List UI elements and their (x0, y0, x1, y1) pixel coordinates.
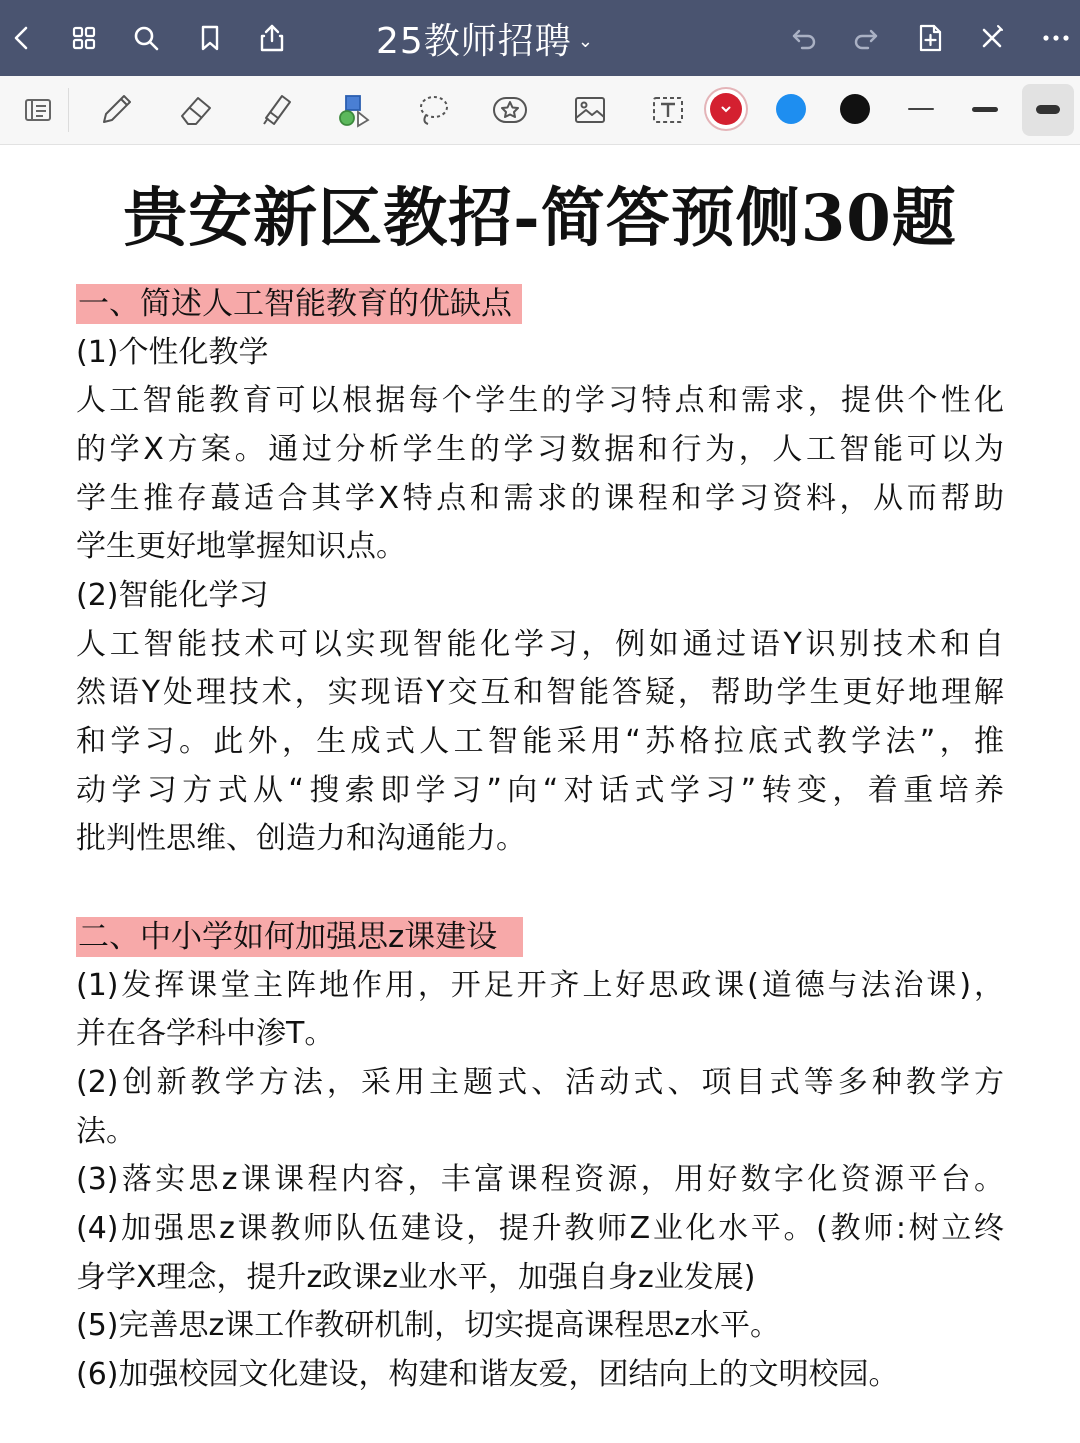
section2-line: (5)完善思z课工作教研机制，切实提高课程思z水平。 (76, 1308, 780, 1343)
section1-line: 动学习方式从“搜索即学习”向“对话式学习”转变，着重培养 (76, 773, 1004, 808)
color-swatch-blue[interactable] (776, 94, 806, 124)
section1-line: 然语Y处理技术，实现语Y交互和智能答疑，帮助学生更好地理解 (76, 675, 1004, 710)
chevron-down-icon (710, 93, 742, 125)
section-heading-2: 二、中小学如何加强思z课建设 (76, 917, 523, 957)
pen-icon[interactable] (92, 86, 140, 134)
redo-icon[interactable] (848, 20, 884, 56)
back-icon[interactable] (4, 20, 40, 56)
search-icon[interactable] (128, 20, 164, 56)
section1-line: (1)个性化教学 (76, 335, 269, 370)
section2-line: (2)创新教学方法，采用主题式、活动式、项目式等多种教学方 (76, 1065, 1004, 1100)
eraser-icon[interactable] (172, 86, 220, 134)
grid-icon[interactable] (66, 20, 102, 56)
section2-line: (6)加强校园文化建设，构建和谐友爱，团结向上的文明校园。 (76, 1357, 899, 1392)
top-bar (0, 0, 1080, 76)
section2-line: 身学X理念，提升z政课z业水平，加强自身z业发展) (76, 1260, 756, 1295)
section1-line: 人工智能技术可以实现智能化学习，例如通过语Y识别技术和自 (76, 627, 1004, 662)
section2-line: (3)落实思z课课程内容，丰富课程资源，用好数字化资源平台。 (76, 1162, 1004, 1197)
shapes-icon[interactable] (330, 86, 378, 134)
share-icon[interactable] (254, 20, 290, 56)
more-icon[interactable] (1038, 20, 1074, 56)
highlighter-icon[interactable] (252, 86, 300, 134)
stroke-thick-selected[interactable] (1022, 84, 1074, 136)
stroke-thin[interactable] (908, 108, 934, 110)
section2-line: 并在各学科中渗T。 (76, 1016, 335, 1051)
image-icon[interactable] (566, 86, 614, 134)
document-page (0, 145, 1080, 1443)
lasso-icon[interactable] (410, 86, 458, 134)
section2-line: (1)发挥课堂主阵地作用，开足开齐上好思政课(道德与法治课)， (76, 968, 1004, 1003)
section1-line: 人工智能教育可以根据每个学生的学习特点和需求，提供个性化 (76, 383, 1004, 418)
section1-line: (2)智能化学习 (76, 578, 269, 613)
chevron-down-icon: ⌄ (577, 30, 594, 52)
bookmark-icon[interactable] (192, 20, 228, 56)
text-icon[interactable] (644, 86, 692, 134)
page-title: 贵安新区教招-简答预侧30题 (123, 181, 957, 256)
stroke-thick (1036, 105, 1060, 114)
color-swatch-red[interactable] (710, 93, 742, 125)
toolbar-separator (68, 88, 69, 132)
section1-line: 批判性思维、创造力和沟通能力。 (76, 821, 526, 856)
close-icon[interactable] (974, 20, 1010, 56)
section2-line: (4)加强思z课教师队伍建设，提升教师Z业化水平。(教师:树立终 (76, 1211, 1004, 1246)
page-layout-icon[interactable] (14, 86, 62, 134)
section2-line: 法。 (76, 1114, 136, 1149)
drawing-toolbar (0, 76, 1080, 145)
sticker-icon[interactable] (486, 86, 534, 134)
section1-line: 的学X方案。通过分析学生的学习数据和行为，人工智能可以为 (76, 432, 1004, 467)
section-heading-1: 一、简述人工智能教育的优缺点 (76, 284, 522, 324)
document-title: 25教师招聘 (376, 20, 572, 62)
section1-line: 和学习。此外，生成式人工智能采用“苏格拉底式教学法”，推 (76, 724, 1004, 759)
add-page-icon[interactable] (912, 20, 948, 56)
stroke-medium[interactable] (972, 107, 998, 112)
section1-line: 学生推存蕞适合其学X特点和需求的课程和学习资料，从而帮助 (76, 481, 1004, 516)
undo-icon[interactable] (786, 20, 822, 56)
color-swatch-black[interactable] (840, 94, 870, 124)
document-title-dropdown[interactable] (376, 16, 594, 60)
section1-line: 学生更好地掌握知识点。 (76, 529, 406, 564)
